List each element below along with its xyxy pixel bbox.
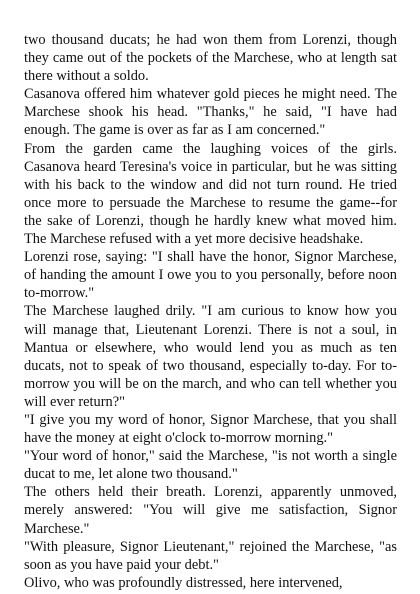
paragraph: two thousand ducats; he had won them from Lorenzi, though they came out of the pockets of the Marchese, who at length sat there without a soldo.: [24, 32, 397, 85]
paragraph: "Your word of honor," said the Marchese, "is not worth a single ducat to me, let alone two thousand.": [24, 448, 397, 483]
paragraph: The others held their breath. Lorenzi, apparently unmoved, merely answered: "You will give me satisfaction, Signor Marchese.": [24, 484, 397, 537]
paragraph: Lorenzi rose, saying: "I shall have the honor, Signor Marchese, of handing the amount I owe you to you personally, before noon to-morrow.": [24, 249, 397, 302]
paragraph: Olivo, who was profoundly distressed, here intervened,: [24, 574, 343, 591]
paragraph: From the garden came the laughing voices of the girls. Casanova heard Teresina's voice in particular, but he was sitting with his back to the window and did not turn round. He tried once more to persuade the Marchese to resume the game--for the sake of Lorenzi, though he hardly knew what moved him. The Marchese refused with a yet more decisive headshake.: [24, 140, 397, 248]
paragraph: Casanova offered him whatever gold pieces he might need. The Marchese shook his head. "Thanks," he said, "I have had enough. The game is over as far as I am concerned.": [24, 86, 397, 139]
document-page: [24, 31, 397, 592]
paragraph: The Marchese laughed drily. "I am curious to know how you will manage that, Lieutenant Lorenzi. There is not a soul, in Mantua or elsewhere, who would lend you as much as ten ducats, not to speak of two thousand, especially to-day. For to-morrow you will be on the march, and who can tell whether you will ever return?": [24, 303, 397, 410]
paragraph: "I give you my word of honor, Signor Marchese, that you shall have the money at eight o'clock to-morrow morning.": [24, 411, 397, 447]
paragraph: "With pleasure, Signor Lieutenant," rejoined the Marchese, "as soon as you have paid your debt.": [24, 538, 397, 573]
